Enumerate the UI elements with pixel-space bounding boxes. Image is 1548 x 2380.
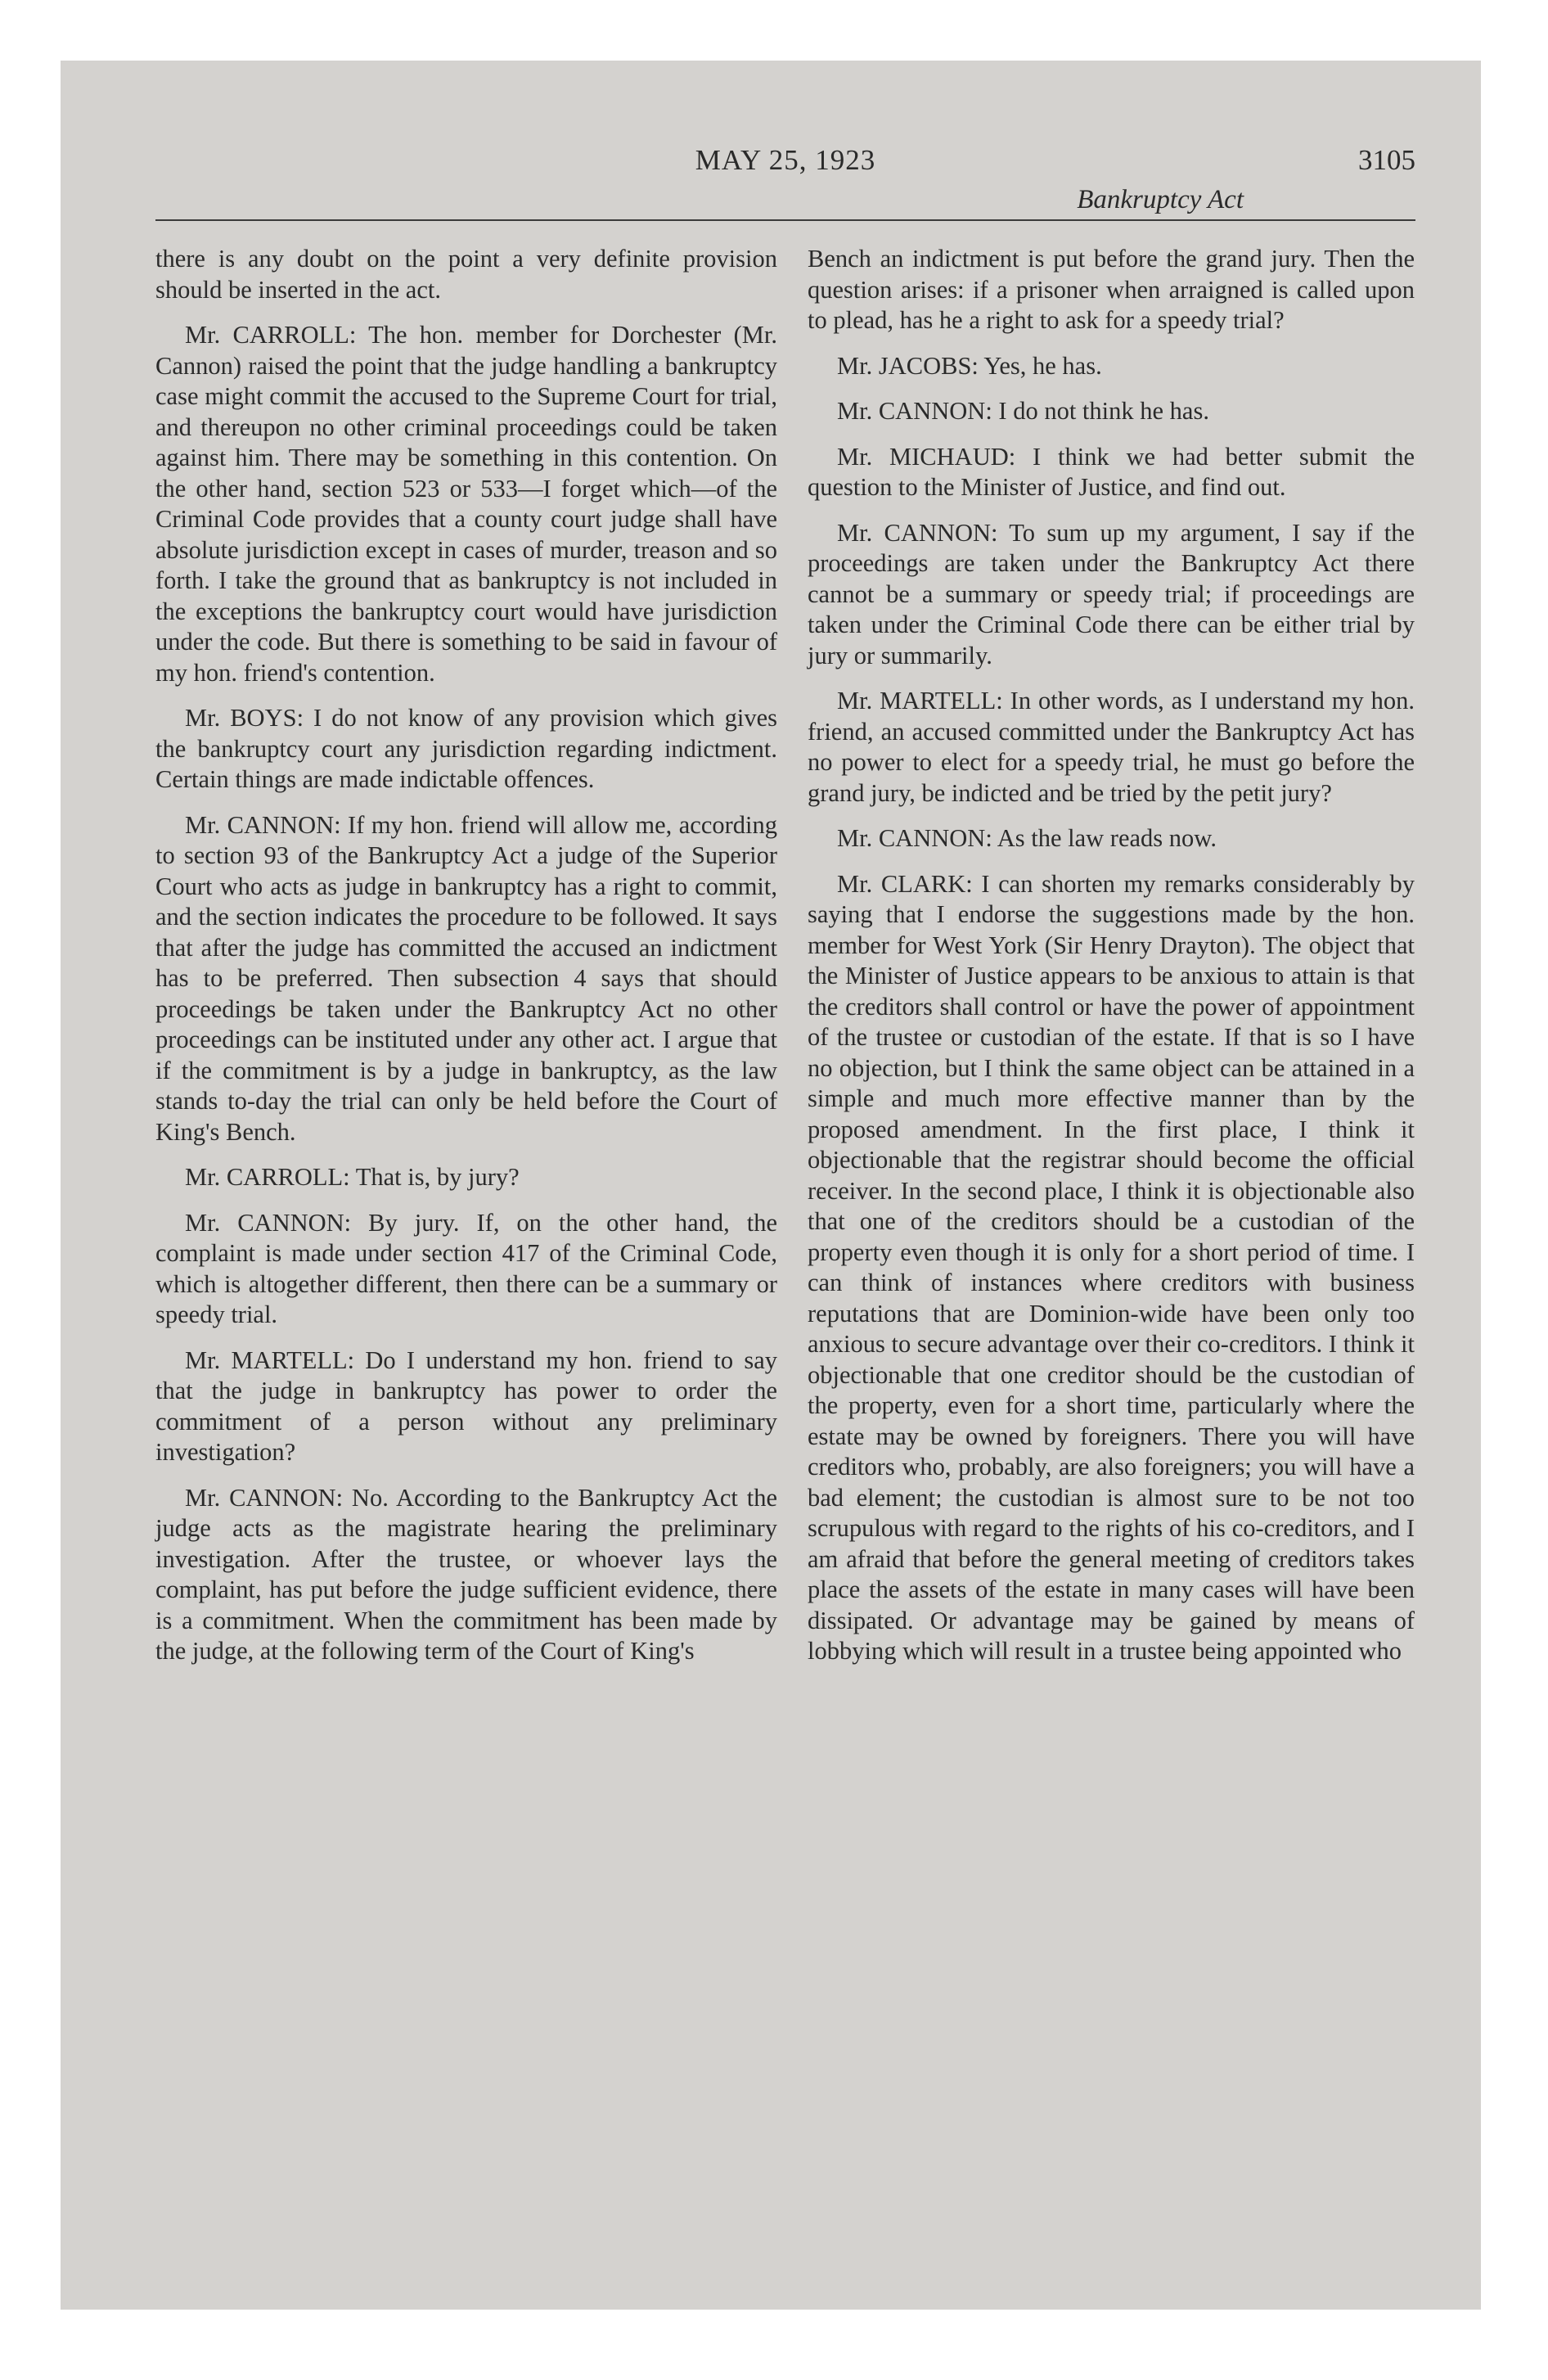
paragraph: Mr. CARROLL: That is, by jury? [185, 1163, 520, 1191]
paragraph: Mr. MARTELL: In other words, as I understand my hon. friend, an accused committed under the Bankruptcy Act has no power to elect for a speedy trial, he must go before the grand jury, be indicted and be tried by the petit jury? [808, 687, 1415, 807]
paragraph: Mr. CANNON: By jury. If, on the other hand, the complaint is made under section 417 of the Criminal Code, which is altogether different, then there can be a summary or speedy trial. [155, 1208, 777, 1328]
paragraph: Mr. CANNON: No. According to the Bankruptcy Act the judge acts as the magistrate hearing the preliminary investigation. After the trustee, or whoever lays the complaint, has put before the judge sufficient evidence, there is a commitment. When the commitment has been made by the judge, at the following term of the Court of King's [155, 1483, 777, 1665]
paragraph: Mr. MARTELL: Do I understand my hon. friend to say that the judge in bankruptcy has power to order the commitment of a person without any preliminary investigation? [155, 1346, 777, 1466]
paragraph: Mr. CANNON: As the law reads now. [837, 824, 1217, 852]
paragraph: Mr. MICHAUD: I think we had better submit the question to the Minister of Justice, and find out. [808, 442, 1415, 501]
running-subject: Bankruptcy Act [1077, 185, 1244, 214]
paragraph: Mr. CANNON: If my hon. friend will allow me, according to section 93 of the Bankruptcy Act a judge of the Superior Court who acts as judge in bankruptcy has a right to commit, and the section indicates the procedure to be followed. It says that after the judge has committed the accused an indictment has to be preferred. Then subsection 4 says that should proceedings be taken under the Bankruptcy Act no other proceedings can be instituted under any other act. I argue that if the commitment is by a judge in bankruptcy, as the law stands to-day the trial can only be held before the Court of King's Bench. [155, 810, 777, 1146]
paragraph: there is any doubt on the point a very definite provision should be inserted in the act. [155, 245, 777, 304]
paragraph: Mr. BOYS: I do not know of any provision which gives the bankruptcy court any jurisdiction regarding indictment. Certain things are made indictable offences. [155, 704, 777, 793]
paragraph: Mr. JACOBS: Yes, he has. [837, 351, 1102, 380]
paragraph: Mr. CANNON: I do not think he has. [837, 397, 1209, 425]
page-header [155, 139, 1415, 221]
paragraph: Bench an indictment is put before the grand jury. Then the question arises: if a prisoner when arraigned is called upon to plead, has he a right to ask for a speedy trial? [808, 245, 1415, 334]
paragraph: Mr. CLARK: I can shorten my remarks considerably by saying that I endorse the suggestions made by the hon. member for West York (Sir Henry Drayton). The object that the Minister of Justice appears to be anxious to attain is that the creditors shall control or have the power of appointment of the trustee or custodian of the estate. If that is so I have no objection, but I think the same object can be attained in a simple and much more effective manner than by the proposed amendment. In the first place, I think it objectionable that the registrar should become the official receiver. In the second place, I think it is objectionable also that one of the creditors should be a custodian of the property even though it is only for a short period of time. I can think of instances where creditors with business reputations that are Dominion-wide have been only too anxious to secure advantage over their co-creditors. I think it objectionable that one creditor should be the custodian of the property, even for a short time, particularly where the estate may be owned by foreigners. There you will have creditors who, probably, are also foreigners; you will have a bad element; the custodian is almost sure to be not too scrupulous with regard to the rights of his co-creditors, and I am afraid that before the general meeting of creditors takes place the assets of the estate in many cases will have been dissipated. Or advantage may be gained by means of lobbying which will result in a trustee being appointed who [808, 869, 1415, 1665]
header-rule [155, 219, 1415, 221]
page-number: 3105 [1358, 144, 1415, 176]
left-column [155, 244, 777, 1682]
paragraph: Mr. CANNON: To sum up my argument, I say if the proceedings are taken under the Bankruptcy Act there cannot be a summary or speedy trial; if proceedings are taken under the Criminal Code there can be either trial by jury or summarily. [808, 518, 1415, 669]
header-date: MAY 25, 1923 [695, 144, 876, 176]
right-column [808, 244, 1415, 1682]
paragraph: Mr. CARROLL: The hon. member for Dorchester (Mr. Cannon) raised the point that the judge handling a bankruptcy case might commit the accused to the Supreme Court for trial, and thereupon no other criminal proceedings could be taken against him. There may be something in this contention. On the other hand, section 523 or 533—I forget which—of the Criminal Code provides that a county court judge shall have absolute jurisdiction except in cases of murder, treason and so forth. I take the ground that as bankruptcy is not included in the exceptions the bankruptcy court would have jurisdiction under the code. But there is something to be said in favour of my hon. friend's contention. [155, 321, 777, 687]
